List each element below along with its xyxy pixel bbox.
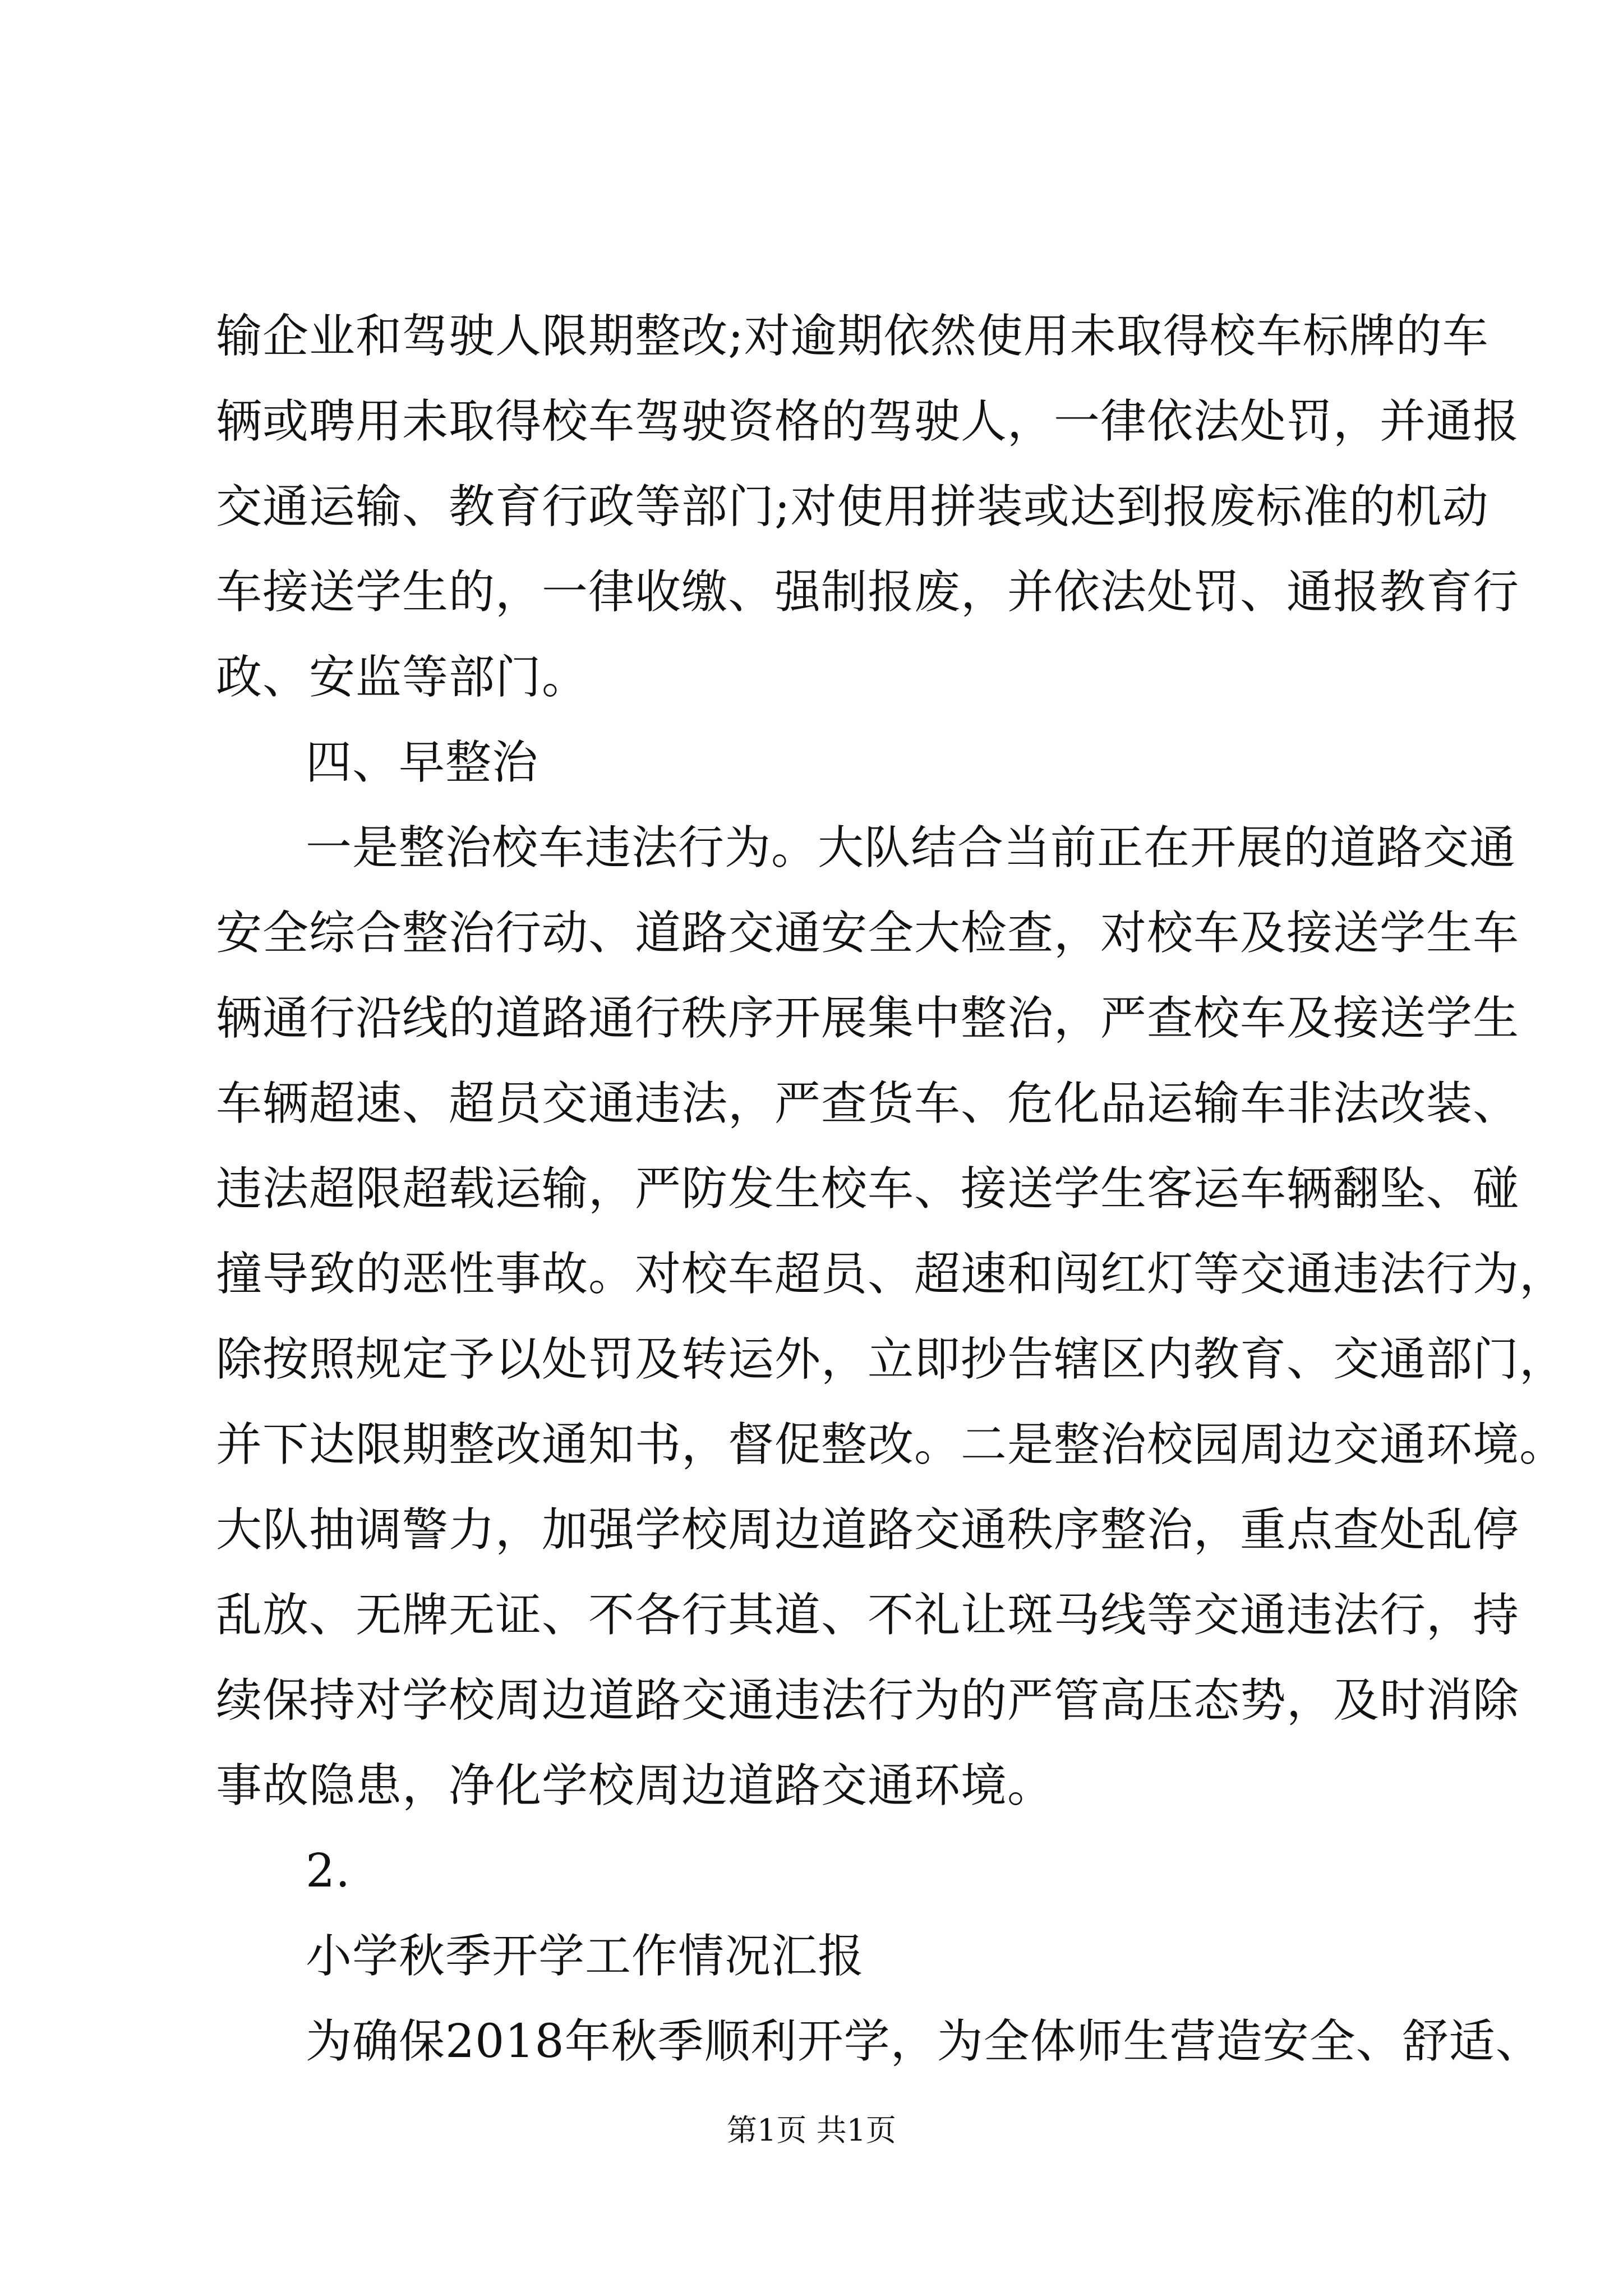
text-line: 撞导致的恶性事故。对校车超员、超速和闯红灯等交通违法行为， xyxy=(216,1248,1566,1301)
text-line: 安全综合整治行动、道路交通安全大检查，对校车及接送学生车 xyxy=(216,907,1520,960)
section-number: 2. xyxy=(306,1844,351,1898)
text-line: 车辆超速、超员交通违法，严查货车、危化品运输车非法改装、 xyxy=(216,1077,1520,1130)
text-line: 事故隐患，净化学校周边道路交通环境。 xyxy=(216,1759,1054,1812)
text-line: 除按照规定予以处罚及转运外，立即抄告辖区内教育、交通部门， xyxy=(216,1333,1566,1386)
text-line: 一是整治校车违法行为。大队结合当前正在开展的道路交通 xyxy=(306,821,1516,875)
section-title: 小学秋季开学工作情况汇报 xyxy=(306,1930,865,1983)
text-line: 辆或聘用未取得校车驾驶资格的驾驶人，一律依法处罚，并通报 xyxy=(216,395,1520,448)
text-line: 车接送学生的，一律收缴、强制报废，并依法处罚、通报教育行 xyxy=(216,565,1520,619)
text-line: 辆通行沿线的道路通行秩序开展集中整治，严查校车及接送学生 xyxy=(216,992,1520,1045)
text-line: 续保持对学校周边道路交通违法行为的严管高压态势，及时消除 xyxy=(216,1674,1520,1727)
text-line: 输企业和驾驶人限期整改;对逾期依然使用未取得校车标牌的车 xyxy=(216,310,1489,363)
page-footer: 第1页 共1页 xyxy=(727,2113,896,2148)
text-line: 乱放、无牌无证、不各行其道、不礼让斑马线等交通违法行，持 xyxy=(216,1589,1520,1642)
text-line: 为确保2018年秋季顺利开学，为全体师生营造安全、舒适、 xyxy=(306,2015,1542,2068)
text-line: 大队抽调警力，加强学校周边道路交通秩序整治，重点查处乱停 xyxy=(216,1503,1520,1557)
text-line: 交通运输、教育行政等部门;对使用拼装或达到报废标准的机动 xyxy=(216,480,1489,533)
text-line: 违法超限超载运输，严防发生校车、接送学生客运车辆翻坠、碰 xyxy=(216,1162,1520,1216)
text-line: 政、安监等部门。 xyxy=(216,651,589,704)
section-heading: 四、早整治 xyxy=(306,736,539,789)
text-line: 并下达限期整改通知书，督促整改。二是整治校园周边交通环境。 xyxy=(216,1418,1566,1471)
